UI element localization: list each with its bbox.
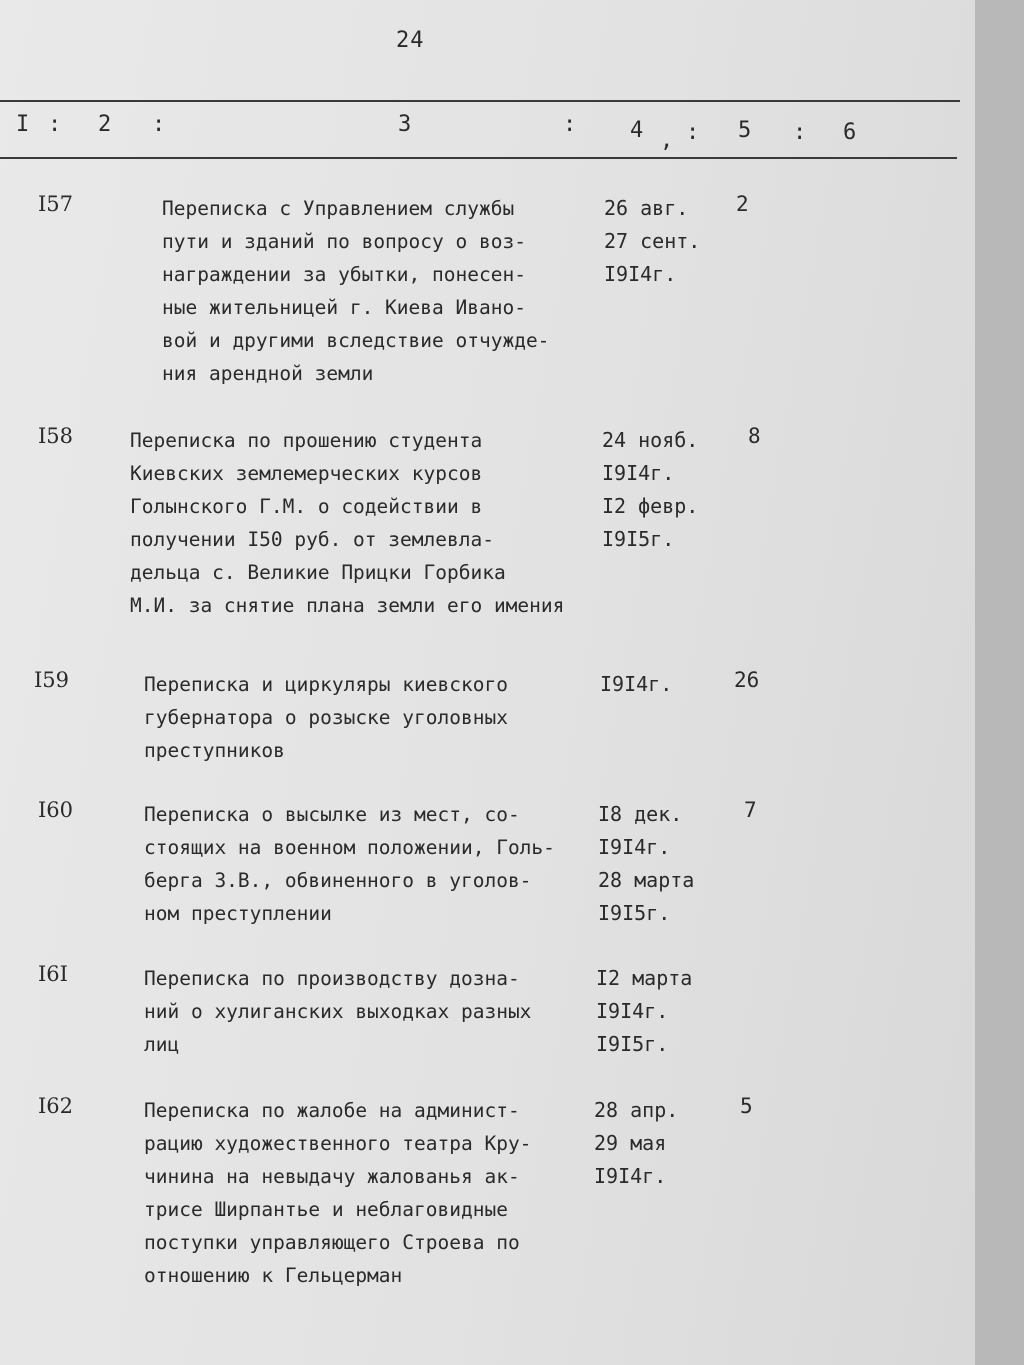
entry-sheet-count: 2 (736, 192, 749, 216)
entry-sheet-count: 5 (740, 1094, 753, 1118)
entry-title: Переписка по прошению студента Киевских землемерческих курсов Голынского Г.М. о содействии в получении I50 руб. от землевла- дельца с. Великие Прицки Горбика М.И. за снятие плана земли его имения (130, 429, 565, 617)
entry-sheet-count: 26 (734, 668, 760, 692)
column-header-2: 2 (98, 112, 112, 137)
entry-title: Переписка и циркуляры киевского губернатора о розыске уголовных преступников (144, 673, 508, 762)
column-separator: : (48, 112, 62, 137)
entry-dates: I2 марта I9I4г. I9I5г. (596, 966, 693, 1056)
entry-number: I60 (38, 798, 74, 822)
column-separator: : (793, 120, 807, 145)
entry-dates: 26 авг. 27 сент. I9I4г. (604, 196, 701, 286)
entry-dates: 28 апр. 29 мая I9I4г. (594, 1098, 679, 1188)
entry-number: I62 (38, 1094, 74, 1118)
entry-title: Переписка по жалобе на админист- рацию художественного театра Кру- чинина на невыдачу жалованья ак- трисе Ширпантье и неблаговидные поступки управляющего Строева по отношению к Гельцерман (144, 1099, 532, 1287)
entry-number: I6I (38, 962, 68, 986)
header-rule-bottom (0, 157, 957, 159)
entry-dates: I8 дек. I9I4г. 28 марта I9I5г. (598, 802, 695, 925)
column-header-5: 5 (738, 118, 752, 143)
column-comma: , (660, 128, 674, 153)
entry-title: Переписка о высылке из мест, со- стоящих на военном положении, Голь- берга З.В., обвиненного в уголов- ном преступлении (144, 803, 555, 925)
column-header-3: 3 (398, 112, 412, 137)
column-header-4: 4 (630, 118, 644, 143)
column-separator: : (563, 112, 577, 137)
entry-title: Переписка с Управлением службы пути и зданий по вопросу о воз- награждении за убытки, понесен- ные жительницей г. Киева Ивано- вой и другими вследствие отчужде- ния арендной земли (162, 197, 550, 385)
entry-number: I58 (38, 424, 74, 448)
entry-number: I57 (38, 192, 74, 216)
entry-sheet-count: 8 (748, 424, 761, 448)
column-header-6: 6 (843, 120, 857, 145)
entry-dates: 24 нояб. I9I4г. I2 февр. I9I5г. (602, 428, 699, 551)
entry-sheet-count: 7 (744, 798, 757, 822)
entry-title: Переписка по производству дозна- ний о хулиганских выходках разных лиц (144, 967, 532, 1056)
column-separator: : (686, 120, 700, 145)
column-separator: : (152, 112, 166, 137)
entry-dates: I9I4г. (600, 672, 673, 696)
entry-number: I59 (34, 668, 70, 692)
header-rule-top (0, 100, 960, 102)
column-header-1: I (16, 112, 30, 137)
page-number: 24 (396, 28, 425, 53)
